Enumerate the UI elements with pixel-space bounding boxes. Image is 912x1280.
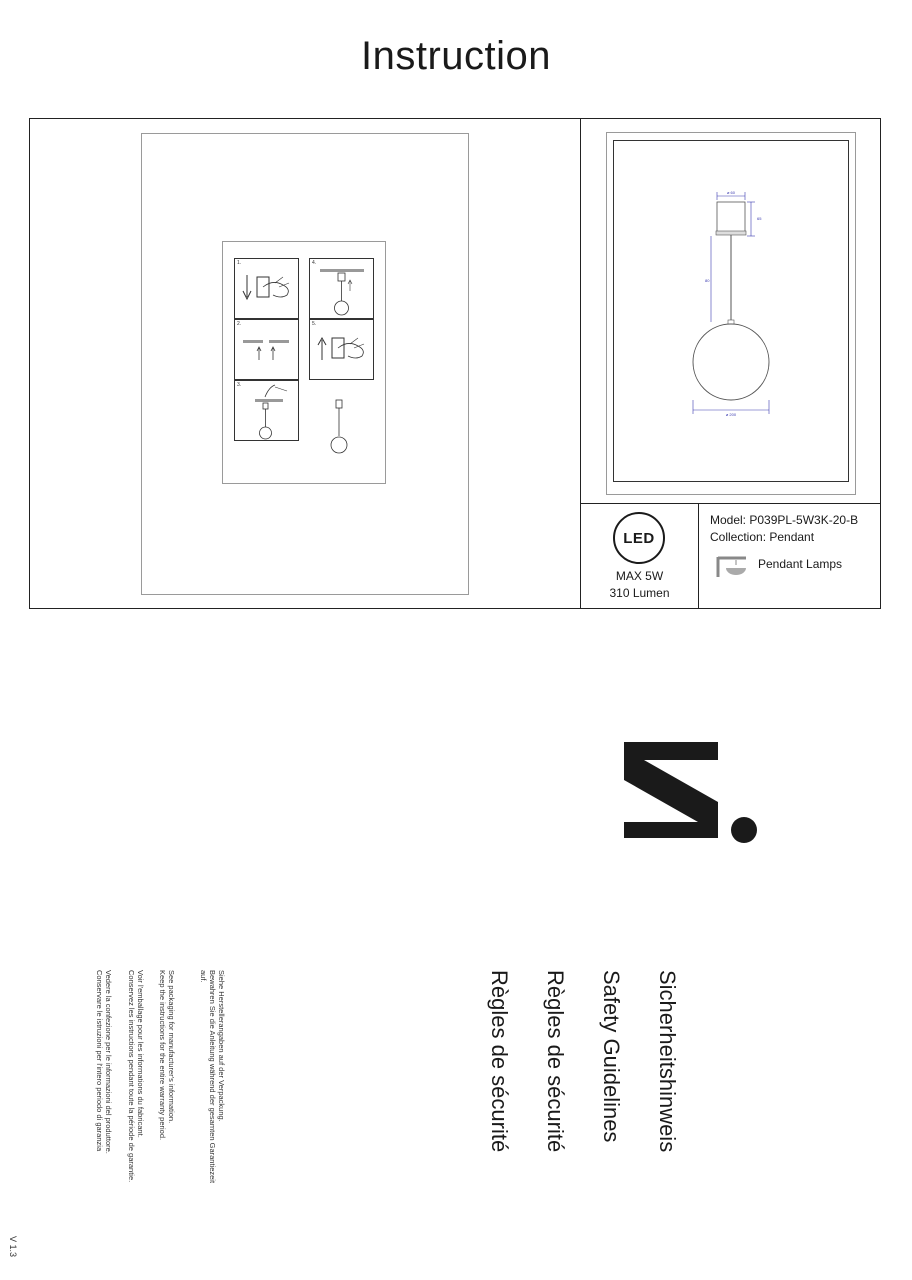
safety-note-en: See packaging for manufacturer's information. Keep the instructions for the entire warranty period.: [158, 970, 176, 1141]
mounting-holes-icon: [235, 320, 300, 381]
switch-off-hand-icon: [235, 259, 300, 320]
frame-divider-vertical: [580, 118, 581, 609]
pendant-lamp-icon: [716, 556, 748, 578]
model-number: Model: P039PL-5W3K-20-B: [710, 513, 859, 527]
install-step-3: [234, 380, 299, 441]
safety-note-de: Siehe Herstellerangaben auf der Verpackung. Bewahren Sie die Anleitung während der gesamten Garantiezeit auf.: [199, 970, 226, 1184]
document-version: V 1.3: [8, 1236, 18, 1258]
step-number: 1.: [237, 260, 242, 266]
install-step-4: [309, 258, 374, 319]
step-number: 4.: [312, 260, 317, 266]
mount-canopy-icon: [310, 259, 375, 320]
frame-divider-horizontal: [580, 503, 881, 504]
safety-heading-fr-2: Règles de sécurité: [487, 970, 512, 1153]
product-type: Pendant Lamps: [758, 557, 843, 571]
safety-heading-en: Safety Guidelines: [599, 970, 624, 1143]
dim-canopy-diameter: ø 60: [726, 190, 736, 195]
brand-logo: [622, 742, 758, 844]
install-step-2: [234, 319, 299, 380]
step-number: 3.: [237, 382, 242, 388]
step-number: 5.: [312, 321, 317, 327]
finished-lamp-icon: [329, 398, 349, 458]
safety-note-it: Vedere la confezione per le informazioni del produttore. Conservare le istruzioni per l'intero periodo di garanzia: [95, 970, 113, 1154]
safety-heading-fr: Règles de sécurité: [543, 970, 568, 1153]
page-title: Instruction: [360, 34, 552, 78]
wiring-icon: [235, 381, 300, 442]
switch-on-hand-icon: [310, 320, 375, 381]
dim-shade-diameter: ø 200: [725, 412, 737, 417]
install-step-1: [234, 258, 299, 319]
led-badge: LED: [613, 512, 665, 564]
dim-cable-length: 80: [705, 278, 710, 283]
collection-name: Collection: Pendant: [710, 530, 815, 544]
step-number: 2.: [237, 321, 242, 327]
lumen-rating: 310 Lumen: [609, 586, 670, 600]
dim-canopy-height: 65: [757, 216, 762, 221]
safety-note-fr: Voir l'emballage pour les informations du fabricant. Conservez les instructions pendant toute la période de garantie.: [127, 970, 145, 1183]
safety-heading-de: Sicherheitshinweis: [655, 970, 680, 1153]
pendant-dimension-drawing: [613, 140, 849, 482]
power-rating: MAX 5W: [615, 569, 664, 583]
frame-divider-spec: [698, 503, 699, 609]
install-step-5: [309, 319, 374, 380]
